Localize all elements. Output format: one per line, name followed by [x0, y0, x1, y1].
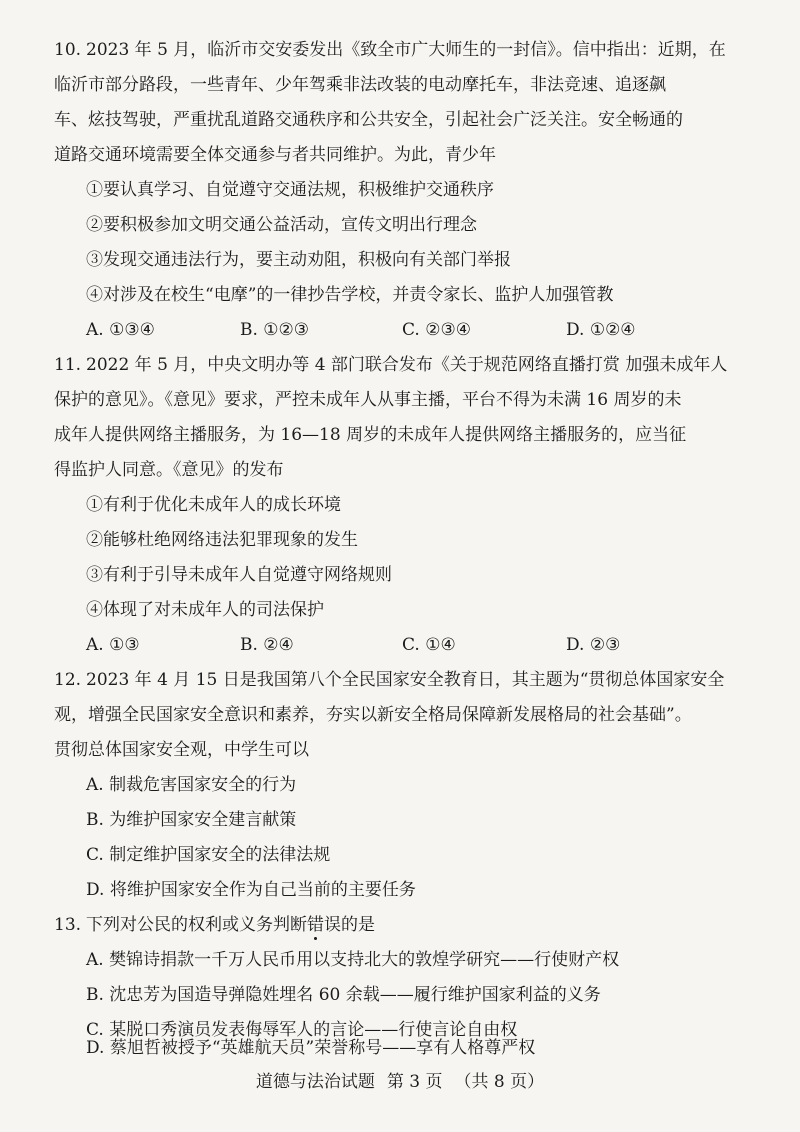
question-number: 13. — [54, 915, 82, 935]
option-c: C. ①④ — [402, 635, 456, 655]
question-stem-line: 观，增强全民国家安全意识和素养，夯实以新安全格局保障新发展格局的社会基础”。 — [54, 705, 692, 725]
statement: ④对涉及在校生“电摩”的一律抄告学校，并责令家长、监护人加强管教 — [86, 285, 614, 305]
answer-options — [86, 633, 726, 657]
question-stem-line: 车、炫技驾驶，严重扰乱道路交通秩序和公共安全，引起社会广泛关注。安全畅通的 — [54, 110, 683, 130]
question-stem-line: 贯彻总体国家安全观，中学生可以 — [54, 740, 309, 760]
statement: ②要积极参加文明交通公益活动，宣传文明出行理念 — [86, 215, 477, 235]
question-stem-line: 2023 年 5 月，临沂市交安委发出《致全市广大师生的一封信》。信中指出：近期，在 — [86, 40, 726, 60]
answer-options — [86, 318, 726, 342]
choice-a: A. 制裁危害国家安全的行为 — [86, 775, 297, 795]
question-stem-line: 保护的意见》。《意见》要求，严控未成年人从事主播，平台不得为未满 16 周岁的未 — [54, 390, 682, 410]
statement: ②能够杜绝网络违法犯罪现象的发生 — [86, 530, 358, 550]
choice-c: C. 制定维护国家安全的法律法规 — [86, 845, 331, 865]
stem-text: 误的是 — [324, 915, 375, 935]
option-d: D. ②③ — [566, 635, 621, 655]
question-number: 10. — [54, 40, 82, 60]
choice-b: B. 沈忠芳为国造导弹隐姓埋名 60 余载——履行维护国家利益的义务 — [86, 985, 601, 1005]
choice-c: C. 某脱口秀演员发表侮辱军人的言论——行使言论自由权 — [86, 1020, 518, 1040]
footer-page: 第 3 页 — [386, 1072, 443, 1092]
question-number: 11. — [54, 355, 82, 375]
option-a: A. ①③④ — [86, 320, 155, 340]
page-footer — [0, 1070, 800, 1094]
choice-a: A. 樊锦诗捐款一千万人民币用以支持北大的敦煌学研究——行使财产权 — [86, 950, 620, 970]
question-stem-line: 临沂市部分路段，一些青年、少年驾乘非法改装的电动摩托车，非法竞速、追逐飙 — [54, 75, 666, 95]
option-b: B. ②④ — [240, 635, 294, 655]
question-stem-line: 2022 年 5 月，中央文明办等 4 部门联合发布《关于规范网络直播打赏 加强未成年人 — [86, 355, 728, 375]
statement: ①有利于优化未成年人的成长环境 — [86, 495, 341, 515]
choice-b: B. 为维护国家安全建言献策 — [86, 810, 297, 830]
option-b: B. ①②③ — [240, 320, 310, 340]
statement: ③有利于引导未成年人自觉遵守网络规则 — [86, 565, 392, 585]
choice-d: D. 蔡旭哲被授予“英雄航天员”荣誉称号——享有人格尊严权 — [86, 1038, 536, 1058]
question-number: 12. — [54, 670, 82, 690]
option-d: D. ①②④ — [566, 320, 636, 340]
statement: ①要认真学习、自觉遵守交通法规，积极维护交通秩序 — [86, 180, 494, 200]
footer-total: （共 8 页） — [454, 1072, 545, 1092]
question-stem-line: 2023 年 4 月 15 日是我国第八个全民国家安全教育日，其主题为“贯彻总体国家安全 — [86, 670, 725, 690]
question-stem-line: 道路交通环境需要全体交通参与者共同维护。为此，青少年 — [54, 145, 496, 165]
emphasis-mark: 错 — [307, 915, 324, 935]
option-c: C. ②③④ — [402, 320, 471, 340]
question-stem-line — [86, 913, 375, 937]
statement: ③发现交通违法行为，要主动劝阻，积极向有关部门举报 — [86, 250, 511, 270]
stem-text: 下列对公民的权利或义务判断 — [86, 915, 307, 935]
question-stem-line: 得监护人同意。《意见》的发布 — [54, 460, 284, 480]
statement: ④体现了对未成年人的司法保护 — [86, 600, 324, 620]
choice-d: D. 将维护国家安全作为自己当前的主要任务 — [86, 880, 416, 900]
footer-subject: 道德与法治试题 — [255, 1072, 375, 1092]
question-stem-line: 成年人提供网络主播服务，为 16—18 周岁的未成年人提供网络主播服务的，应当征 — [54, 425, 687, 445]
option-a: A. ①③ — [86, 635, 140, 655]
